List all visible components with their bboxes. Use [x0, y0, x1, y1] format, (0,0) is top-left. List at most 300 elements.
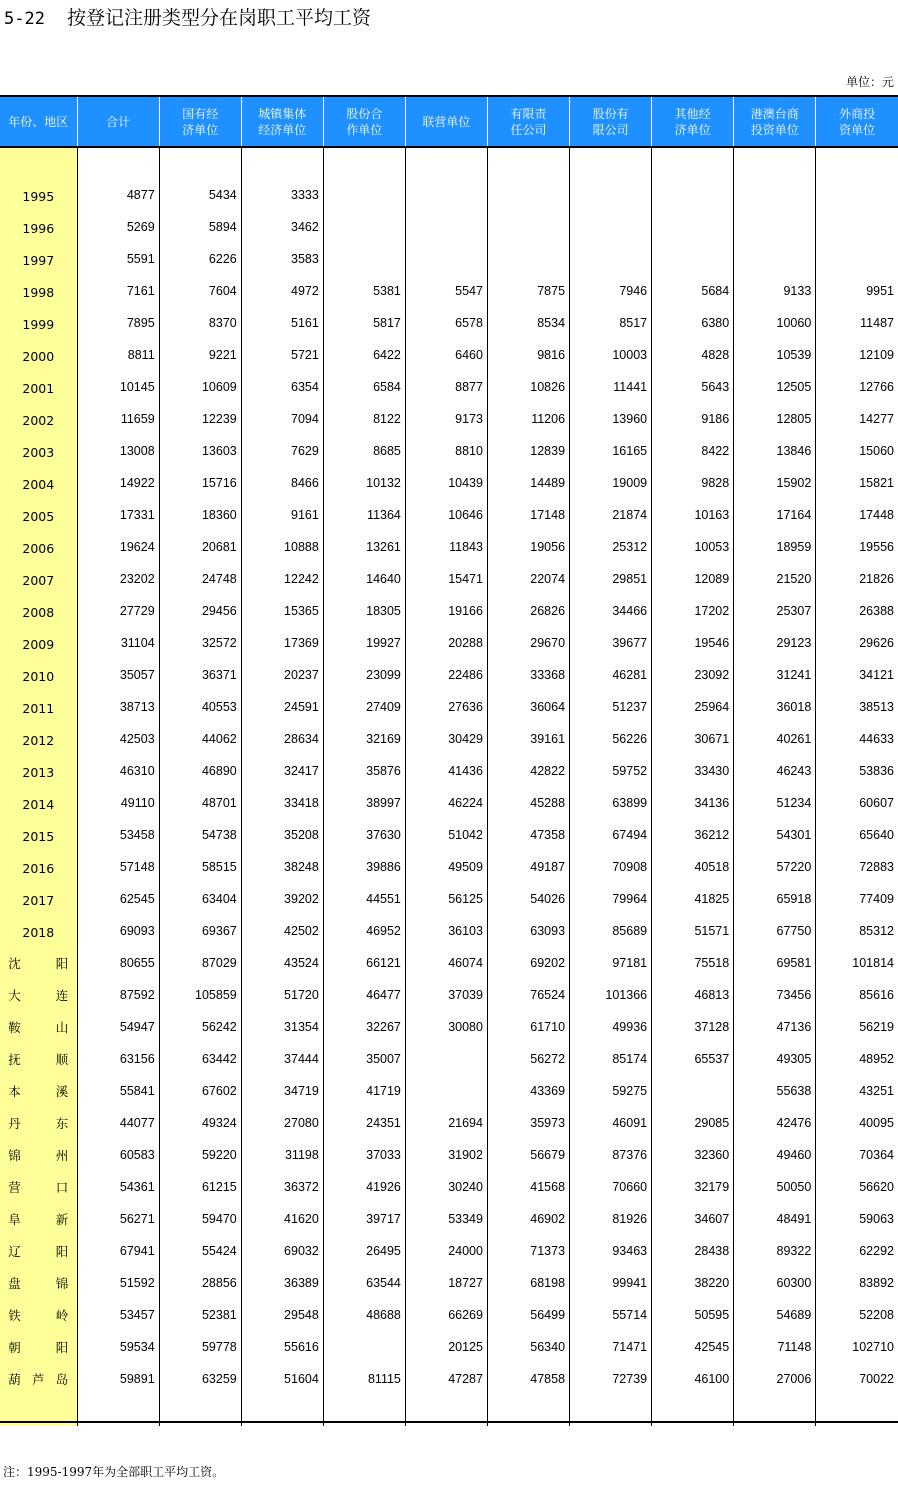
table-cell — [323, 211, 405, 243]
table-cell: 18959 — [734, 531, 816, 563]
table-row — [0, 563, 898, 595]
row-label-cell — [0, 275, 77, 307]
column-header-line: 限公司 — [592, 122, 629, 137]
row-label-cell — [0, 723, 77, 755]
table-cell: 41436 — [405, 755, 487, 787]
table-cell: 10439 — [405, 467, 487, 499]
table-row — [0, 275, 898, 307]
table-cell: 6354 — [241, 371, 323, 403]
table-cell — [816, 243, 898, 275]
table-cell: 10539 — [734, 339, 816, 371]
table-cell: 54361 — [77, 1171, 159, 1203]
table-cell: 53457 — [77, 1299, 159, 1331]
table-cell: 51571 — [652, 915, 734, 947]
table-cell: 6422 — [323, 339, 405, 371]
year-label: 2001 — [22, 381, 55, 396]
table-cell: 10132 — [323, 467, 405, 499]
column-header-line: 港澳台商 — [750, 106, 799, 121]
table-cell: 44633 — [816, 723, 898, 755]
table-row — [0, 467, 898, 499]
region-label: 营 口 — [8, 1180, 69, 1195]
column-header — [323, 96, 405, 147]
table-row — [0, 403, 898, 435]
table-cell: 69581 — [734, 947, 816, 979]
table-cell: 56340 — [487, 1331, 569, 1363]
table-cell: 54689 — [734, 1299, 816, 1331]
table-cell: 12839 — [487, 435, 569, 467]
table-cell: 25307 — [734, 595, 816, 627]
column-header-line: 股份合 — [346, 106, 383, 121]
table-cell: 46243 — [734, 755, 816, 787]
table-cell: 34607 — [652, 1203, 734, 1235]
table-row — [0, 499, 898, 531]
table-cell — [570, 243, 652, 275]
year-label: 2007 — [22, 573, 55, 588]
table-cell — [652, 179, 734, 211]
table-cell: 71373 — [487, 1235, 569, 1267]
column-header-line: 其他经 — [674, 106, 711, 121]
table-cell: 60300 — [734, 1267, 816, 1299]
table-cell: 31354 — [241, 1011, 323, 1043]
table-cell: 7875 — [487, 275, 569, 307]
spacer-row — [0, 147, 898, 179]
table-cell: 13603 — [159, 435, 241, 467]
table-cell: 10646 — [405, 499, 487, 531]
column-header-line: 联营单位 — [422, 114, 471, 129]
table-cell: 32417 — [241, 755, 323, 787]
table-cell: 69367 — [159, 915, 241, 947]
table-cell: 46100 — [652, 1363, 734, 1395]
table-cell — [652, 211, 734, 243]
table-cell: 89322 — [734, 1235, 816, 1267]
table-cell — [570, 179, 652, 211]
table-cell: 22074 — [487, 563, 569, 595]
table-cell: 42476 — [734, 1107, 816, 1139]
table-cell: 27729 — [77, 595, 159, 627]
table-cell: 4877 — [77, 179, 159, 211]
table-cell: 29851 — [570, 563, 652, 595]
row-label-cell — [0, 499, 77, 531]
table-cell: 63156 — [77, 1043, 159, 1075]
table-cell: 8122 — [323, 403, 405, 435]
table-cell: 43251 — [816, 1075, 898, 1107]
table-cell: 13846 — [734, 435, 816, 467]
year-label: 1996 — [22, 221, 55, 236]
table-cell: 70908 — [570, 851, 652, 883]
table-cell: 39886 — [323, 851, 405, 883]
table-cell: 46890 — [159, 755, 241, 787]
table-cell: 46477 — [323, 979, 405, 1011]
table-cell: 9186 — [652, 403, 734, 435]
table-cell: 28856 — [159, 1267, 241, 1299]
table-cell — [323, 1331, 405, 1363]
table-cell: 47136 — [734, 1011, 816, 1043]
table-cell: 51234 — [734, 787, 816, 819]
table-cell — [570, 147, 652, 179]
table-cell: 56242 — [159, 1011, 241, 1043]
table-row — [0, 947, 898, 979]
table-cell: 29085 — [652, 1107, 734, 1139]
table-cell: 57220 — [734, 851, 816, 883]
table-cell: 97181 — [570, 947, 652, 979]
table-cell: 16165 — [570, 435, 652, 467]
table-row — [0, 1331, 898, 1363]
table-cell — [323, 243, 405, 275]
table-cell: 36064 — [487, 691, 569, 723]
table-cell: 11659 — [77, 403, 159, 435]
table-cell: 5161 — [241, 307, 323, 339]
table-row — [0, 1139, 898, 1171]
table-cell: 36212 — [652, 819, 734, 851]
table-cell: 50595 — [652, 1299, 734, 1331]
table-cell: 72739 — [570, 1363, 652, 1395]
table-cell: 32267 — [323, 1011, 405, 1043]
table-row — [0, 531, 898, 563]
table-cell: 33418 — [241, 787, 323, 819]
table-cell: 32572 — [159, 627, 241, 659]
table-cell: 19546 — [652, 627, 734, 659]
table-cell: 55714 — [570, 1299, 652, 1331]
table-cell: 58515 — [159, 851, 241, 883]
table-cell: 65918 — [734, 883, 816, 915]
row-label-cell — [0, 243, 77, 275]
table-cell — [734, 211, 816, 243]
region-label: 铁 岭 — [8, 1308, 69, 1323]
table-cell: 10145 — [77, 371, 159, 403]
wage-table — [0, 95, 898, 1426]
row-label-cell — [0, 211, 77, 243]
table-cell: 59275 — [570, 1075, 652, 1107]
row-label-cell — [0, 1363, 77, 1395]
table-cell — [241, 147, 323, 179]
column-header — [570, 96, 652, 147]
table-cell: 85689 — [570, 915, 652, 947]
table-cell: 17164 — [734, 499, 816, 531]
table-cell: 15716 — [159, 467, 241, 499]
table-cell: 21874 — [570, 499, 652, 531]
table-cell: 36371 — [159, 659, 241, 691]
table-cell: 8811 — [77, 339, 159, 371]
row-label-cell — [0, 1267, 77, 1299]
table-cell: 42503 — [77, 723, 159, 755]
table-cell: 19009 — [570, 467, 652, 499]
table-row — [0, 1043, 898, 1075]
table-cell: 55424 — [159, 1235, 241, 1267]
table-cell: 12805 — [734, 403, 816, 435]
table-cell: 5684 — [652, 275, 734, 307]
table-cell: 5547 — [405, 275, 487, 307]
year-label: 1997 — [22, 253, 55, 268]
column-header-line: 股份有 — [592, 106, 629, 121]
table-cell: 67494 — [570, 819, 652, 851]
year-label: 2012 — [22, 733, 55, 748]
table-cell: 17148 — [487, 499, 569, 531]
table-cell — [405, 179, 487, 211]
year-label: 2017 — [22, 893, 55, 908]
year-label: 2005 — [22, 509, 55, 524]
row-label-cell — [0, 627, 77, 659]
row-label-cell — [0, 915, 77, 947]
row-label-cell — [0, 435, 77, 467]
table-cell: 34466 — [570, 595, 652, 627]
table-cell: 18360 — [159, 499, 241, 531]
table-cell: 37039 — [405, 979, 487, 1011]
column-header — [405, 96, 487, 147]
table-cell: 26388 — [816, 595, 898, 627]
table-cell: 35876 — [323, 755, 405, 787]
column-header-line: 年份、地区 — [8, 114, 69, 129]
table-cell: 5817 — [323, 307, 405, 339]
table-cell: 5381 — [323, 275, 405, 307]
table-cell: 17369 — [241, 627, 323, 659]
region-label: 辽 阳 — [8, 1244, 69, 1259]
table-cell: 35208 — [241, 819, 323, 851]
year-label: 2018 — [22, 925, 55, 940]
table-cell: 38713 — [77, 691, 159, 723]
table-row — [0, 1267, 898, 1299]
table-cell: 87029 — [159, 947, 241, 979]
table-cell: 13960 — [570, 403, 652, 435]
table-cell: 10060 — [734, 307, 816, 339]
table-cell: 54301 — [734, 819, 816, 851]
table-cell: 40518 — [652, 851, 734, 883]
table-row — [0, 339, 898, 371]
table-cell: 85174 — [570, 1043, 652, 1075]
year-label: 2002 — [22, 413, 55, 428]
table-cell: 55841 — [77, 1075, 159, 1107]
table-cell: 60583 — [77, 1139, 159, 1171]
table-cell: 63544 — [323, 1267, 405, 1299]
table-cell: 41620 — [241, 1203, 323, 1235]
table-cell: 19556 — [816, 531, 898, 563]
table-cell — [77, 147, 159, 179]
table-cell: 65640 — [816, 819, 898, 851]
table-cell — [652, 147, 734, 179]
table-cell: 69202 — [487, 947, 569, 979]
table-row — [0, 691, 898, 723]
table-cell: 41568 — [487, 1171, 569, 1203]
table-cell: 40553 — [159, 691, 241, 723]
year-label: 2015 — [22, 829, 55, 844]
table-cell: 30080 — [405, 1011, 487, 1043]
table-cell: 19056 — [487, 531, 569, 563]
table-cell: 69093 — [77, 915, 159, 947]
table-cell: 23099 — [323, 659, 405, 691]
column-header — [487, 96, 569, 147]
table-cell: 37444 — [241, 1043, 323, 1075]
table-cell: 63442 — [159, 1043, 241, 1075]
table-cell: 87592 — [77, 979, 159, 1011]
table-row — [0, 211, 898, 243]
year-label: 2006 — [22, 541, 55, 556]
table-cell: 47287 — [405, 1363, 487, 1395]
table-cell: 27409 — [323, 691, 405, 723]
table-cell: 7895 — [77, 307, 159, 339]
table-cell: 46902 — [487, 1203, 569, 1235]
table-cell: 12109 — [816, 339, 898, 371]
year-label: 2014 — [22, 797, 55, 812]
table-cell: 29626 — [816, 627, 898, 659]
table-row — [0, 1107, 898, 1139]
table-cell: 21694 — [405, 1107, 487, 1139]
row-label-cell — [0, 947, 77, 979]
table-cell: 43524 — [241, 947, 323, 979]
table-cell: 51237 — [570, 691, 652, 723]
table-row — [0, 979, 898, 1011]
table-cell: 33430 — [652, 755, 734, 787]
table-cell: 8370 — [159, 307, 241, 339]
table-cell: 9951 — [816, 275, 898, 307]
row-label-cell — [0, 979, 77, 1011]
table-cell: 75518 — [652, 947, 734, 979]
table-cell: 10003 — [570, 339, 652, 371]
table-cell: 27636 — [405, 691, 487, 723]
table-cell: 49460 — [734, 1139, 816, 1171]
table-cell — [487, 211, 569, 243]
table-cell: 42822 — [487, 755, 569, 787]
row-label-cell — [0, 1107, 77, 1139]
table-cell: 65537 — [652, 1043, 734, 1075]
table-cell: 21520 — [734, 563, 816, 595]
table-cell: 8534 — [487, 307, 569, 339]
table-cell: 32360 — [652, 1139, 734, 1171]
table-cell: 54026 — [487, 883, 569, 915]
column-header — [0, 96, 77, 147]
column-header — [734, 96, 816, 147]
table-cell: 22486 — [405, 659, 487, 691]
table-cell: 37630 — [323, 819, 405, 851]
table-cell: 53458 — [77, 819, 159, 851]
year-label: 2016 — [22, 861, 55, 876]
table-cell: 40261 — [734, 723, 816, 755]
table-cell: 51604 — [241, 1363, 323, 1395]
table-cell: 38997 — [323, 787, 405, 819]
table-cell: 48701 — [159, 787, 241, 819]
table-cell: 20237 — [241, 659, 323, 691]
table-cell: 10826 — [487, 371, 569, 403]
column-header-line: 外商投 — [839, 106, 876, 121]
table-row — [0, 1171, 898, 1203]
table-cell: 9221 — [159, 339, 241, 371]
row-label-cell — [0, 179, 77, 211]
table-cell: 13008 — [77, 435, 159, 467]
table-cell: 28438 — [652, 1235, 734, 1267]
table-cell: 56125 — [405, 883, 487, 915]
table-cell: 11441 — [570, 371, 652, 403]
row-label-cell — [0, 563, 77, 595]
table-cell: 67602 — [159, 1075, 241, 1107]
table-cell: 49110 — [77, 787, 159, 819]
table-row — [0, 787, 898, 819]
table-cell — [159, 147, 241, 179]
table-cell: 41926 — [323, 1171, 405, 1203]
table-cell: 30240 — [405, 1171, 487, 1203]
column-header-line: 有限责 — [510, 106, 547, 121]
row-label-cell — [0, 1075, 77, 1107]
year-label: 2000 — [22, 349, 55, 364]
table-cell: 12505 — [734, 371, 816, 403]
row-label-cell — [0, 819, 77, 851]
table-row — [0, 915, 898, 947]
region-label: 鞍 山 — [8, 1020, 69, 1035]
row-label-cell — [0, 595, 77, 627]
table-cell: 70364 — [816, 1139, 898, 1171]
column-header-line: 国有经 — [182, 106, 219, 121]
table-cell: 24591 — [241, 691, 323, 723]
table-cell: 6584 — [323, 371, 405, 403]
row-label-cell — [0, 1043, 77, 1075]
table-cell: 93463 — [570, 1235, 652, 1267]
table-row — [0, 755, 898, 787]
table-row — [0, 1203, 898, 1235]
table-cell: 27006 — [734, 1363, 816, 1395]
row-label-cell — [0, 307, 77, 339]
table-header — [0, 96, 898, 147]
table-cell: 34136 — [652, 787, 734, 819]
table-cell: 56219 — [816, 1011, 898, 1043]
year-label: 2003 — [22, 445, 55, 460]
table-cell: 25312 — [570, 531, 652, 563]
table-cell: 37128 — [652, 1011, 734, 1043]
table-cell: 17448 — [816, 499, 898, 531]
table-cell: 6578 — [405, 307, 487, 339]
region-label: 丹 东 — [8, 1116, 69, 1131]
year-label: 2009 — [22, 637, 55, 652]
table-cell: 39161 — [487, 723, 569, 755]
table-cell: 28634 — [241, 723, 323, 755]
table-cell: 70660 — [570, 1171, 652, 1203]
table-cell: 25964 — [652, 691, 734, 723]
region-label: 锦 州 — [8, 1148, 69, 1163]
table-cell: 15471 — [405, 563, 487, 595]
column-header-line: 济单位 — [674, 122, 711, 137]
table-row — [0, 627, 898, 659]
table-cell: 24748 — [159, 563, 241, 595]
page-title — [4, 3, 371, 33]
table-row — [0, 883, 898, 915]
table-cell: 10888 — [241, 531, 323, 563]
table-cell: 61215 — [159, 1171, 241, 1203]
table-cell: 63259 — [159, 1363, 241, 1395]
table-cell: 35007 — [323, 1043, 405, 1075]
column-header-line: 任公司 — [510, 122, 547, 137]
table-cell: 29548 — [241, 1299, 323, 1331]
table-cell: 36372 — [241, 1171, 323, 1203]
table-cell: 14489 — [487, 467, 569, 499]
table-cell: 87376 — [570, 1139, 652, 1171]
table-row — [0, 179, 898, 211]
table-cell: 3333 — [241, 179, 323, 211]
table-cell: 50050 — [734, 1171, 816, 1203]
table-cell: 34121 — [816, 659, 898, 691]
row-label-cell — [0, 691, 77, 723]
table-cell: 11487 — [816, 307, 898, 339]
row-label-cell — [0, 147, 77, 179]
region-label: 盘 锦 — [8, 1276, 69, 1291]
year-label: 1995 — [22, 189, 55, 204]
table-cell: 20125 — [405, 1331, 487, 1363]
year-label: 2008 — [22, 605, 55, 620]
table-cell: 5894 — [159, 211, 241, 243]
table-cell: 53349 — [405, 1203, 487, 1235]
table-cell: 61710 — [487, 1011, 569, 1043]
table-cell: 39677 — [570, 627, 652, 659]
table-body — [0, 147, 898, 1426]
table-cell: 66269 — [405, 1299, 487, 1331]
table-cell: 14277 — [816, 403, 898, 435]
table-cell: 57148 — [77, 851, 159, 883]
table-cell: 9161 — [241, 499, 323, 531]
